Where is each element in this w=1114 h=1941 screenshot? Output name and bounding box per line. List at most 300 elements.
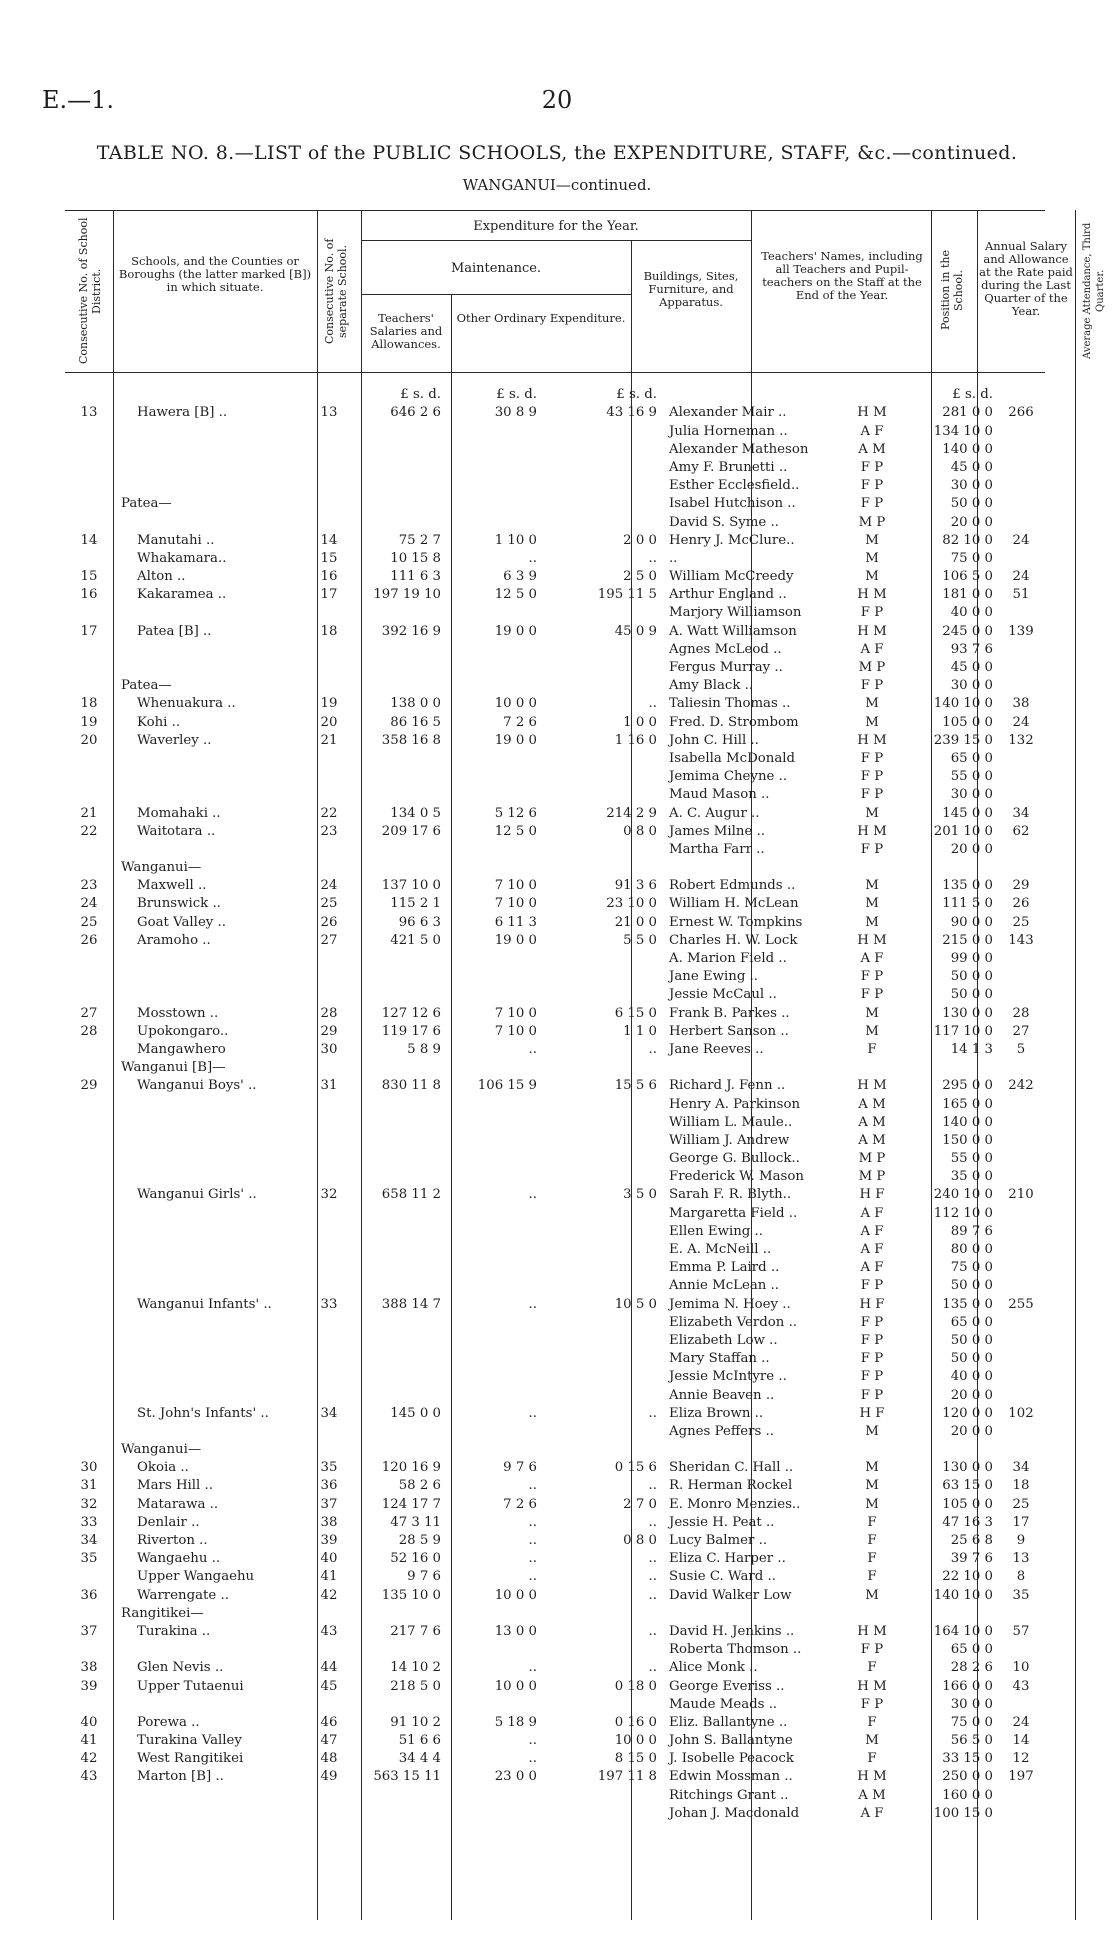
table-title: TABLE NO. 8.—LIST of the PUBLIC SCHOOLS, the EXPENDITURE, STAFF, &c.—continued.	[96, 142, 1018, 164]
position: M	[865, 1496, 879, 1512]
other-expenditure	[447, 1240, 543, 1258]
average-attendance	[1001, 603, 1041, 621]
position: F P	[860, 841, 884, 857]
school-name	[113, 1276, 307, 1294]
school-no: 45	[320, 1678, 338, 1694]
annual-salary: 215 0 0	[942, 932, 993, 948]
school-name	[113, 1804, 307, 1822]
teachers-salaries	[351, 1367, 447, 1385]
buildings-expenditure	[543, 512, 663, 530]
district-no	[65, 1785, 113, 1803]
school-name	[113, 440, 307, 458]
table-row	[65, 1440, 1041, 1458]
teacher-name: Elizabeth Low ..	[669, 1332, 778, 1348]
table-row	[65, 1767, 1041, 1785]
school-name: Turakina Valley	[137, 1733, 242, 1749]
position: F P	[860, 1278, 884, 1294]
teachers-salaries: 28 5 9	[398, 1533, 441, 1548]
teachers-salaries: 111 6 3	[390, 569, 441, 585]
average-attendance: 38	[1012, 696, 1030, 712]
average-attendance: 8	[1016, 1569, 1026, 1585]
table-row	[65, 694, 1041, 712]
school-name	[113, 1349, 307, 1367]
school-no	[307, 1695, 351, 1713]
teachers-salaries	[351, 476, 447, 494]
teachers-salaries: 52 16 0	[390, 1551, 441, 1567]
school-name: Alton ..	[137, 569, 186, 585]
other-expenditure: ..	[528, 1514, 537, 1530]
teachers-salaries: 119 17 6	[381, 1023, 441, 1039]
other-expenditure: ..	[528, 1569, 537, 1585]
buildings-expenditure	[543, 1222, 663, 1240]
district-no	[65, 1240, 113, 1258]
teachers-salaries: 217 7 6	[390, 1623, 441, 1639]
buildings-expenditure	[543, 1640, 663, 1658]
other-expenditure: 7 10 0	[494, 1005, 537, 1021]
average-attendance	[1001, 749, 1041, 767]
table-row	[65, 1676, 1041, 1694]
table-row	[65, 949, 1041, 967]
teacher-name: William L. Maule..	[669, 1114, 793, 1130]
district-no	[65, 476, 113, 494]
average-attendance: 17	[1012, 1514, 1030, 1530]
position: M P	[858, 660, 886, 675]
district-no: 28	[80, 1023, 98, 1039]
other-expenditure	[447, 1695, 543, 1713]
teachers-salaries: 421 5 0	[390, 932, 441, 948]
annual-salary: 240 10 0	[933, 1187, 993, 1203]
annual-salary: 117 10 0	[933, 1023, 993, 1039]
table-row	[65, 494, 1041, 512]
table-row	[65, 1585, 1041, 1603]
table-row	[65, 1149, 1041, 1167]
teachers-salaries	[351, 1222, 447, 1240]
school-no: 30	[320, 1041, 338, 1057]
buildings-expenditure	[543, 458, 663, 476]
table-row	[65, 1331, 1041, 1349]
other-expenditure: 12 5 0	[494, 587, 537, 603]
average-attendance: 210	[1008, 1187, 1034, 1203]
teacher-name: Esther Ecclesfield..	[669, 478, 800, 494]
school-name	[113, 476, 307, 494]
position: M	[865, 914, 879, 930]
teachers-salaries: 5 8 9	[407, 1041, 441, 1057]
district-no	[65, 549, 113, 567]
header-expenditure: Expenditure for the Year.	[473, 219, 639, 234]
other-expenditure	[447, 1349, 543, 1367]
table-row	[65, 1058, 1041, 1076]
teacher-name: Fred. D. Strombom	[669, 714, 799, 730]
district-no: 15	[80, 569, 98, 585]
position: H F	[859, 1405, 885, 1421]
average-attendance: 57	[1012, 1623, 1030, 1639]
district-no: 13	[80, 405, 98, 421]
annual-salary: 166 0 0	[942, 1678, 993, 1694]
school-name: Wanganui Infants' ..	[137, 1296, 272, 1312]
school-no: 28	[320, 1005, 338, 1021]
school-no: 26	[320, 914, 338, 930]
annual-salary: 50 0 0	[950, 987, 993, 1003]
teacher-name: Agnes McLeod ..	[669, 641, 782, 657]
other-expenditure: ..	[528, 1296, 537, 1312]
buildings-expenditure	[543, 840, 663, 858]
buildings-expenditure	[543, 1440, 663, 1458]
position: M	[865, 532, 879, 548]
other-expenditure	[447, 1804, 543, 1822]
teacher-name: David S. Syme ..	[669, 514, 779, 530]
school-name	[113, 658, 307, 676]
school-no	[307, 840, 351, 858]
position: A F	[860, 1242, 884, 1257]
position: M	[865, 1023, 879, 1039]
teachers-salaries: 127 12 6	[381, 1005, 441, 1021]
table-row	[65, 1367, 1041, 1385]
teachers-salaries	[351, 640, 447, 658]
buildings-expenditure: 21 0 0	[614, 914, 657, 930]
school-no: 14	[320, 532, 338, 548]
other-expenditure: 10 0 0	[494, 696, 537, 712]
buildings-expenditure	[543, 476, 663, 494]
buildings-expenditure	[543, 640, 663, 658]
table-row	[65, 1076, 1041, 1094]
school-no: 48	[320, 1751, 338, 1767]
teacher-name: Susie C. Ward ..	[669, 1569, 776, 1585]
position: F P	[860, 750, 884, 766]
other-expenditure: 19 0 0	[494, 732, 537, 748]
school-no	[307, 1804, 351, 1822]
table-row	[65, 803, 1041, 821]
average-attendance	[1001, 1804, 1041, 1822]
teachers-salaries	[351, 1422, 447, 1440]
other-expenditure	[447, 1440, 543, 1458]
teachers-salaries	[351, 1331, 447, 1349]
teachers-salaries	[351, 1149, 447, 1167]
other-expenditure: ..	[528, 550, 537, 566]
average-attendance	[1001, 1440, 1041, 1458]
buildings-expenditure	[543, 1331, 663, 1349]
teacher-name: J. Isobelle Peacock	[669, 1751, 794, 1767]
district-no	[65, 640, 113, 658]
annual-salary: 28 2 6	[950, 1660, 993, 1676]
position: F P	[860, 496, 884, 512]
position: M	[865, 878, 879, 894]
annual-salary	[895, 1440, 1001, 1458]
annual-salary: 135 0 0	[942, 878, 993, 894]
average-attendance: 13	[1012, 1551, 1030, 1567]
position: M	[865, 1733, 879, 1749]
annual-salary: 30 0 0	[950, 1696, 993, 1712]
annual-salary: 82 10 0	[942, 532, 993, 548]
school-name	[113, 985, 307, 1003]
average-attendance: 255	[1008, 1296, 1034, 1312]
header-position: Position in the School.	[939, 250, 965, 330]
district-no	[65, 1131, 113, 1149]
position: F	[867, 1660, 877, 1676]
district-no	[65, 603, 113, 621]
annual-salary: 40 0 0	[950, 1369, 993, 1385]
annual-salary: 35 0 0	[950, 1169, 993, 1185]
school-no	[307, 1785, 351, 1803]
district-no	[65, 1222, 113, 1240]
table-row	[65, 731, 1041, 749]
school-no: 21	[320, 732, 338, 748]
table-row	[65, 1622, 1041, 1640]
other-expenditure: 7 2 6	[503, 1496, 537, 1512]
position: H M	[857, 1769, 887, 1785]
position: M	[865, 1423, 879, 1439]
annual-salary: 33 15 0	[942, 1751, 993, 1767]
school-no: 31	[320, 1078, 338, 1094]
teacher-name: David Walker Low	[669, 1587, 792, 1603]
buildings-expenditure: 0 8 0	[623, 1533, 657, 1548]
table-row	[65, 1240, 1041, 1258]
annual-salary: 140 10 0	[933, 696, 993, 712]
other-expenditure: 19 0 0	[494, 932, 537, 948]
teacher-name: Amy Black ..	[669, 678, 754, 694]
position	[849, 1058, 895, 1076]
teachers-salaries	[351, 1349, 447, 1367]
position: M	[865, 550, 879, 566]
position	[849, 1604, 895, 1622]
buildings-expenditure	[543, 1385, 663, 1403]
header-teachers-salaries: Teachers' Salaries and Allowances.	[369, 311, 443, 351]
district-no: 29	[80, 1078, 98, 1094]
buildings-expenditure	[543, 658, 663, 676]
average-attendance	[1001, 440, 1041, 458]
school-name	[113, 421, 307, 439]
position: A F	[860, 1805, 884, 1821]
average-attendance	[1001, 1203, 1041, 1221]
other-expenditure	[447, 1131, 543, 1149]
school-name: Upper Wangaehu	[137, 1569, 255, 1585]
school-no	[307, 858, 351, 876]
average-attendance	[1001, 658, 1041, 676]
table-row	[65, 1458, 1041, 1476]
column-rule	[1075, 210, 1076, 1920]
other-expenditure	[447, 440, 543, 458]
teachers-salaries	[351, 1058, 447, 1076]
teacher-name: A. C. Augur ..	[669, 805, 760, 821]
district-no: 30	[80, 1460, 98, 1476]
average-attendance	[1001, 1349, 1041, 1367]
teachers-salaries	[351, 1640, 447, 1658]
table-row	[65, 931, 1041, 949]
annual-salary	[895, 1604, 1001, 1622]
other-expenditure	[447, 767, 543, 785]
buildings-expenditure: ..	[648, 1551, 657, 1567]
average-attendance	[1001, 1695, 1041, 1713]
school-no	[307, 658, 351, 676]
district-no: 16	[80, 587, 98, 603]
teacher-name: Jane Reeves ..	[669, 1041, 764, 1057]
annual-salary: 164 10 0	[933, 1623, 993, 1639]
teacher-name: Annie Beaven ..	[669, 1387, 775, 1403]
buildings-expenditure: 0 18 0	[614, 1678, 657, 1694]
other-expenditure	[447, 749, 543, 767]
school-name: Momahaki ..	[137, 805, 221, 821]
average-attendance: 24	[1012, 569, 1030, 585]
school-no	[307, 1203, 351, 1221]
teachers-salaries	[351, 985, 447, 1003]
buildings-expenditure	[543, 767, 663, 785]
school-name	[113, 1785, 307, 1803]
other-expenditure	[447, 1367, 543, 1385]
school-name: Patea—	[121, 678, 172, 694]
table-row	[65, 1113, 1041, 1131]
header-salary: Annual Salary and Allowance at the Rate paid during the Last Quarter of the Year.	[979, 239, 1073, 318]
teacher-name: Herbert Sanson ..	[669, 1023, 789, 1039]
school-name: Porewa ..	[137, 1714, 200, 1730]
average-attendance	[1001, 1240, 1041, 1258]
teacher-name: Ritchings Grant ..	[669, 1787, 789, 1803]
average-attendance	[1001, 1149, 1041, 1167]
school-name	[113, 603, 307, 621]
teachers-salaries	[351, 1785, 447, 1803]
other-expenditure	[447, 1113, 543, 1131]
position: H M	[857, 1678, 887, 1694]
school-name	[113, 458, 307, 476]
district-no	[65, 1440, 113, 1458]
buildings-expenditure: 10 5 0	[614, 1296, 657, 1312]
district-no: 27	[80, 1005, 98, 1021]
school-name: Mars Hill ..	[137, 1478, 213, 1494]
position: F P	[860, 459, 884, 475]
district-no	[65, 1404, 113, 1422]
table-row	[65, 1785, 1041, 1803]
teachers-salaries	[351, 1440, 447, 1458]
district-no	[65, 1294, 113, 1312]
table-row	[65, 1731, 1041, 1749]
units-other: £ s. d.	[496, 387, 537, 403]
district-no	[65, 1149, 113, 1167]
school-no	[307, 1222, 351, 1240]
annual-salary: 30 0 0	[950, 787, 993, 803]
table-row	[65, 1476, 1041, 1494]
district-no	[65, 1367, 113, 1385]
other-expenditure: 7 2 6	[503, 714, 537, 730]
district-no	[65, 1640, 113, 1658]
teachers-salaries	[351, 512, 447, 530]
other-expenditure	[447, 1604, 543, 1622]
teacher-name: Isabella McDonald	[669, 750, 796, 766]
school-no	[307, 1640, 351, 1658]
position: F	[867, 1551, 877, 1567]
district-no: 23	[80, 878, 98, 894]
teachers-salaries: 137 10 0	[381, 878, 441, 894]
school-name	[113, 749, 307, 767]
position: M P	[858, 1169, 886, 1185]
position: F P	[860, 478, 884, 494]
buildings-expenditure: 5 5 0	[623, 932, 657, 948]
table-row	[65, 967, 1041, 985]
district-no	[65, 1604, 113, 1622]
average-attendance	[1001, 858, 1041, 876]
annual-salary: 20 0 0	[950, 841, 993, 857]
other-expenditure: 10 0 0	[494, 1678, 537, 1694]
annual-salary: 50 0 0	[950, 1351, 993, 1367]
buildings-expenditure: ..	[648, 550, 657, 566]
annual-salary: 50 0 0	[950, 496, 993, 512]
annual-salary: 20 0 0	[950, 514, 993, 530]
school-name	[113, 1422, 307, 1440]
school-no: 20	[320, 714, 338, 730]
annual-salary: 56 5 0	[950, 1733, 993, 1749]
teacher-name: Jessie H. Peat ..	[669, 1514, 775, 1530]
teacher-name: Johan J. Macdonald	[669, 1805, 800, 1821]
district-no	[65, 1331, 113, 1349]
school-no	[307, 949, 351, 967]
district-no	[65, 1167, 113, 1185]
average-attendance	[1001, 1604, 1041, 1622]
school-no: 35	[320, 1460, 338, 1476]
annual-salary: 45 0 0	[950, 660, 993, 675]
average-attendance: 143	[1008, 932, 1034, 948]
buildings-expenditure	[543, 421, 663, 439]
teachers-salaries	[351, 858, 447, 876]
teachers-salaries	[351, 1113, 447, 1131]
teacher-name	[663, 858, 849, 876]
district-no	[65, 1185, 113, 1203]
buildings-expenditure: 43 16 9	[606, 405, 657, 421]
district-no: 24	[80, 896, 98, 912]
school-no: 43	[320, 1623, 338, 1639]
school-no	[307, 1385, 351, 1403]
expenditure-rule	[361, 240, 751, 241]
annual-salary: 25 6 8	[950, 1533, 993, 1548]
buildings-expenditure	[543, 603, 663, 621]
buildings-expenditure	[543, 1113, 663, 1131]
teacher-name: Roberta Thomson ..	[669, 1642, 802, 1658]
buildings-expenditure: ..	[648, 1660, 657, 1676]
teachers-salaries	[351, 421, 447, 439]
teacher-name: Sarah F. R. Blyth..	[669, 1187, 792, 1203]
teachers-salaries: 75 2 7	[398, 532, 441, 548]
teachers-salaries: 563 15 11	[373, 1769, 441, 1785]
table-row	[65, 894, 1041, 912]
average-attendance	[1001, 640, 1041, 658]
annual-salary: 75 0 0	[950, 550, 993, 566]
position: A F	[860, 951, 884, 966]
table-row	[65, 876, 1041, 894]
table-row	[65, 1567, 1041, 1585]
position: M	[865, 1478, 879, 1494]
table-row	[65, 1658, 1041, 1676]
buildings-expenditure: ..	[648, 1041, 657, 1057]
teacher-name: Isabel Hutchison ..	[669, 496, 796, 512]
teacher-name: A. Watt Williamson	[669, 623, 797, 639]
school-name	[113, 949, 307, 967]
district-no	[65, 967, 113, 985]
average-attendance	[1001, 1258, 1041, 1276]
table-row	[65, 1604, 1041, 1622]
teachers-salaries: 392 16 9	[381, 623, 441, 639]
district-no: 41	[80, 1733, 98, 1749]
top-rule	[65, 210, 1045, 211]
table-row	[65, 512, 1041, 530]
school-no	[307, 512, 351, 530]
position: F P	[860, 787, 884, 803]
buildings-expenditure	[543, 949, 663, 967]
header-schools: Schools, and the Counties or Boroughs (the latter marked [B]) in which situate.	[118, 254, 312, 294]
school-no: 47	[320, 1733, 338, 1749]
district-no: 42	[80, 1751, 98, 1767]
school-no: 15	[320, 550, 338, 566]
school-no	[307, 1131, 351, 1149]
school-name	[113, 1240, 307, 1258]
school-no: 24	[320, 878, 338, 894]
table-row	[65, 676, 1041, 694]
other-expenditure	[447, 785, 543, 803]
